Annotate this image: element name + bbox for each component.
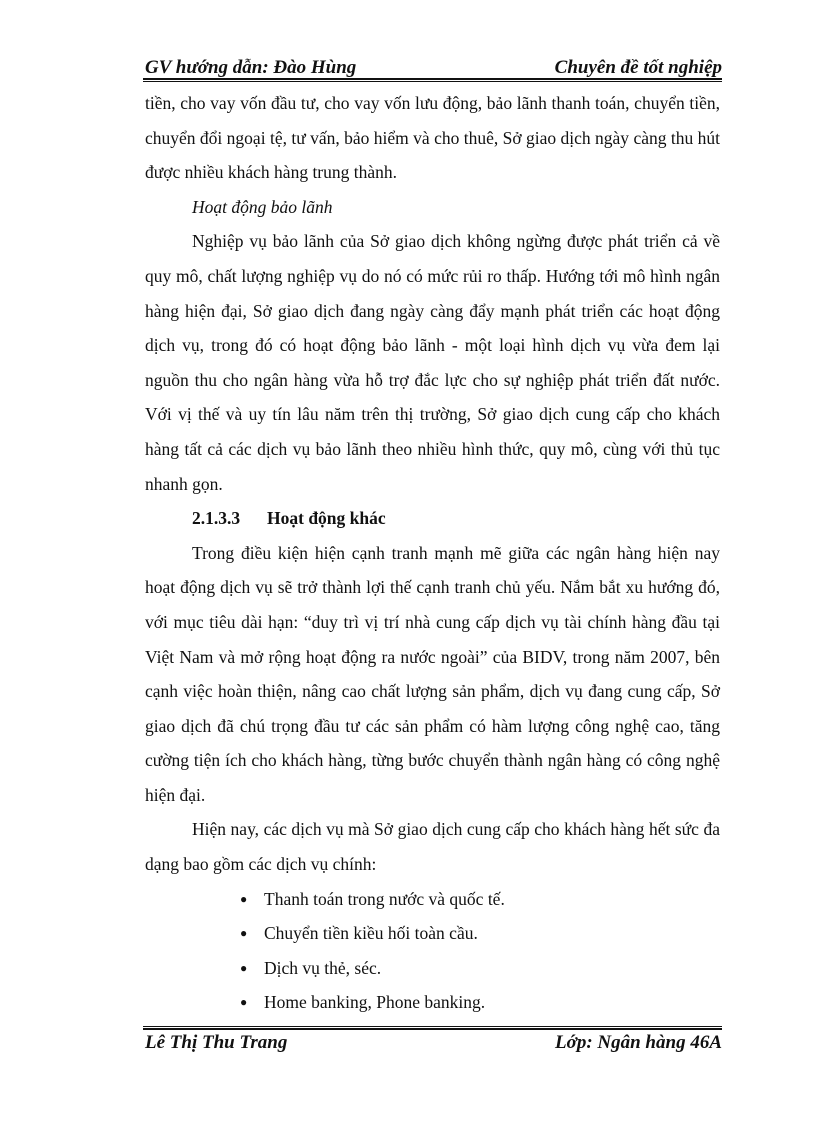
list-item: ● Chuyển tiền kiều hối toàn cầu. bbox=[240, 916, 720, 951]
section-number: 2.1.3.3 bbox=[192, 508, 241, 529]
list-item: ● Dịch vụ thẻ, séc. bbox=[240, 951, 720, 986]
list-item: ● Thanh toán trong nước và quốc tế. bbox=[240, 882, 720, 917]
section-heading bbox=[145, 501, 720, 536]
document-body bbox=[145, 86, 720, 1020]
paragraph-services: Hiện nay, các dịch vụ mà Sở giao dịch cung cấp cho khách hàng hết sức đa dạng bao gồm các dịch vụ chính: bbox=[145, 819, 720, 875]
header-rule bbox=[143, 78, 722, 82]
paragraph-guarantee: Nghiệp vụ bảo lãnh của Sở giao dịch không ngừng được phát triển cả về quy mô, chất lượng nghiệp vụ do nó có mức rủi ro thấp. Hướng tới mô hình ngân hàng hiện đại, Sở giao dịch đang ngày càng đẩy mạnh phát triển các hoạt động dịch vụ, trong đó có hoạt động bảo lãnh - một loại hình dịch vụ vừa đem lại nguồn thu cho ngân hàng vừa hỗ trợ đắc lực cho sự nghiệp phát triển đất nước. Với vị thế và uy tín lâu năm trên thị trường, Sở giao dịch cung cấp cho khách hàng tất cả các dịch vụ bảo lãnh theo nhiều hình thức, quy mô, cùng với thủ tục nhanh gọn. bbox=[145, 231, 720, 494]
footer-author: Lê Thị Thu Trang bbox=[145, 1032, 288, 1053]
footer-class: Lớp: Ngân hàng 46A bbox=[555, 1032, 722, 1053]
header-doc-type: Chuyên đề tốt nghiệp bbox=[554, 57, 722, 78]
section-title: Hoạt động khác bbox=[267, 508, 386, 529]
list-item: ● Home banking, Phone banking. bbox=[240, 985, 720, 1020]
paragraph-other-activities: Trong điều kiện hiện cạnh tranh mạnh mẽ giữa các ngân hàng hiện nay hoạt động dịch vụ sẽ trở thành lợi thế cạnh tranh chủ yếu. Nắm bắt xu hướng đó, với mục tiêu dài hạn: “duy trì vị trí nhà cung cấp dịch vụ tài chính hàng đầu tại Việt Nam và mở rộng hoạt động ra nước ngoài” của BIDV, trong năm 2007, bên cạnh việc hoàn thiện, nâng cao chất lượng sản phẩm, dịch vụ đang cung cấp, Sở giao dịch đã chú trọng đầu tư các sản phẩm có hàm lượng công nghệ cao, tăng cường tiện ích cho khách hàng, từng bước chuyển thành ngân hàng có công nghệ hiện đại. bbox=[145, 542, 720, 805]
page-header bbox=[143, 54, 722, 82]
services-list bbox=[145, 882, 720, 1020]
page-footer bbox=[143, 1026, 722, 1058]
paragraph-intro: tiền, cho vay vốn đầu tư, cho vay vốn lưu động, bảo lãnh thanh toán, chuyển tiền, chuyển đổi ngoại tệ, tư vấn, bảo hiểm và cho thuê, Sở giao dịch ngày càng thu hút được nhiều khách hàng trung thành. bbox=[145, 93, 720, 183]
subheading-guarantee: Hoạt động bảo lãnh bbox=[192, 196, 333, 217]
footer-rule bbox=[143, 1026, 722, 1030]
header-advisor: GV hướng dẫn: Đào Hùng bbox=[145, 57, 357, 78]
